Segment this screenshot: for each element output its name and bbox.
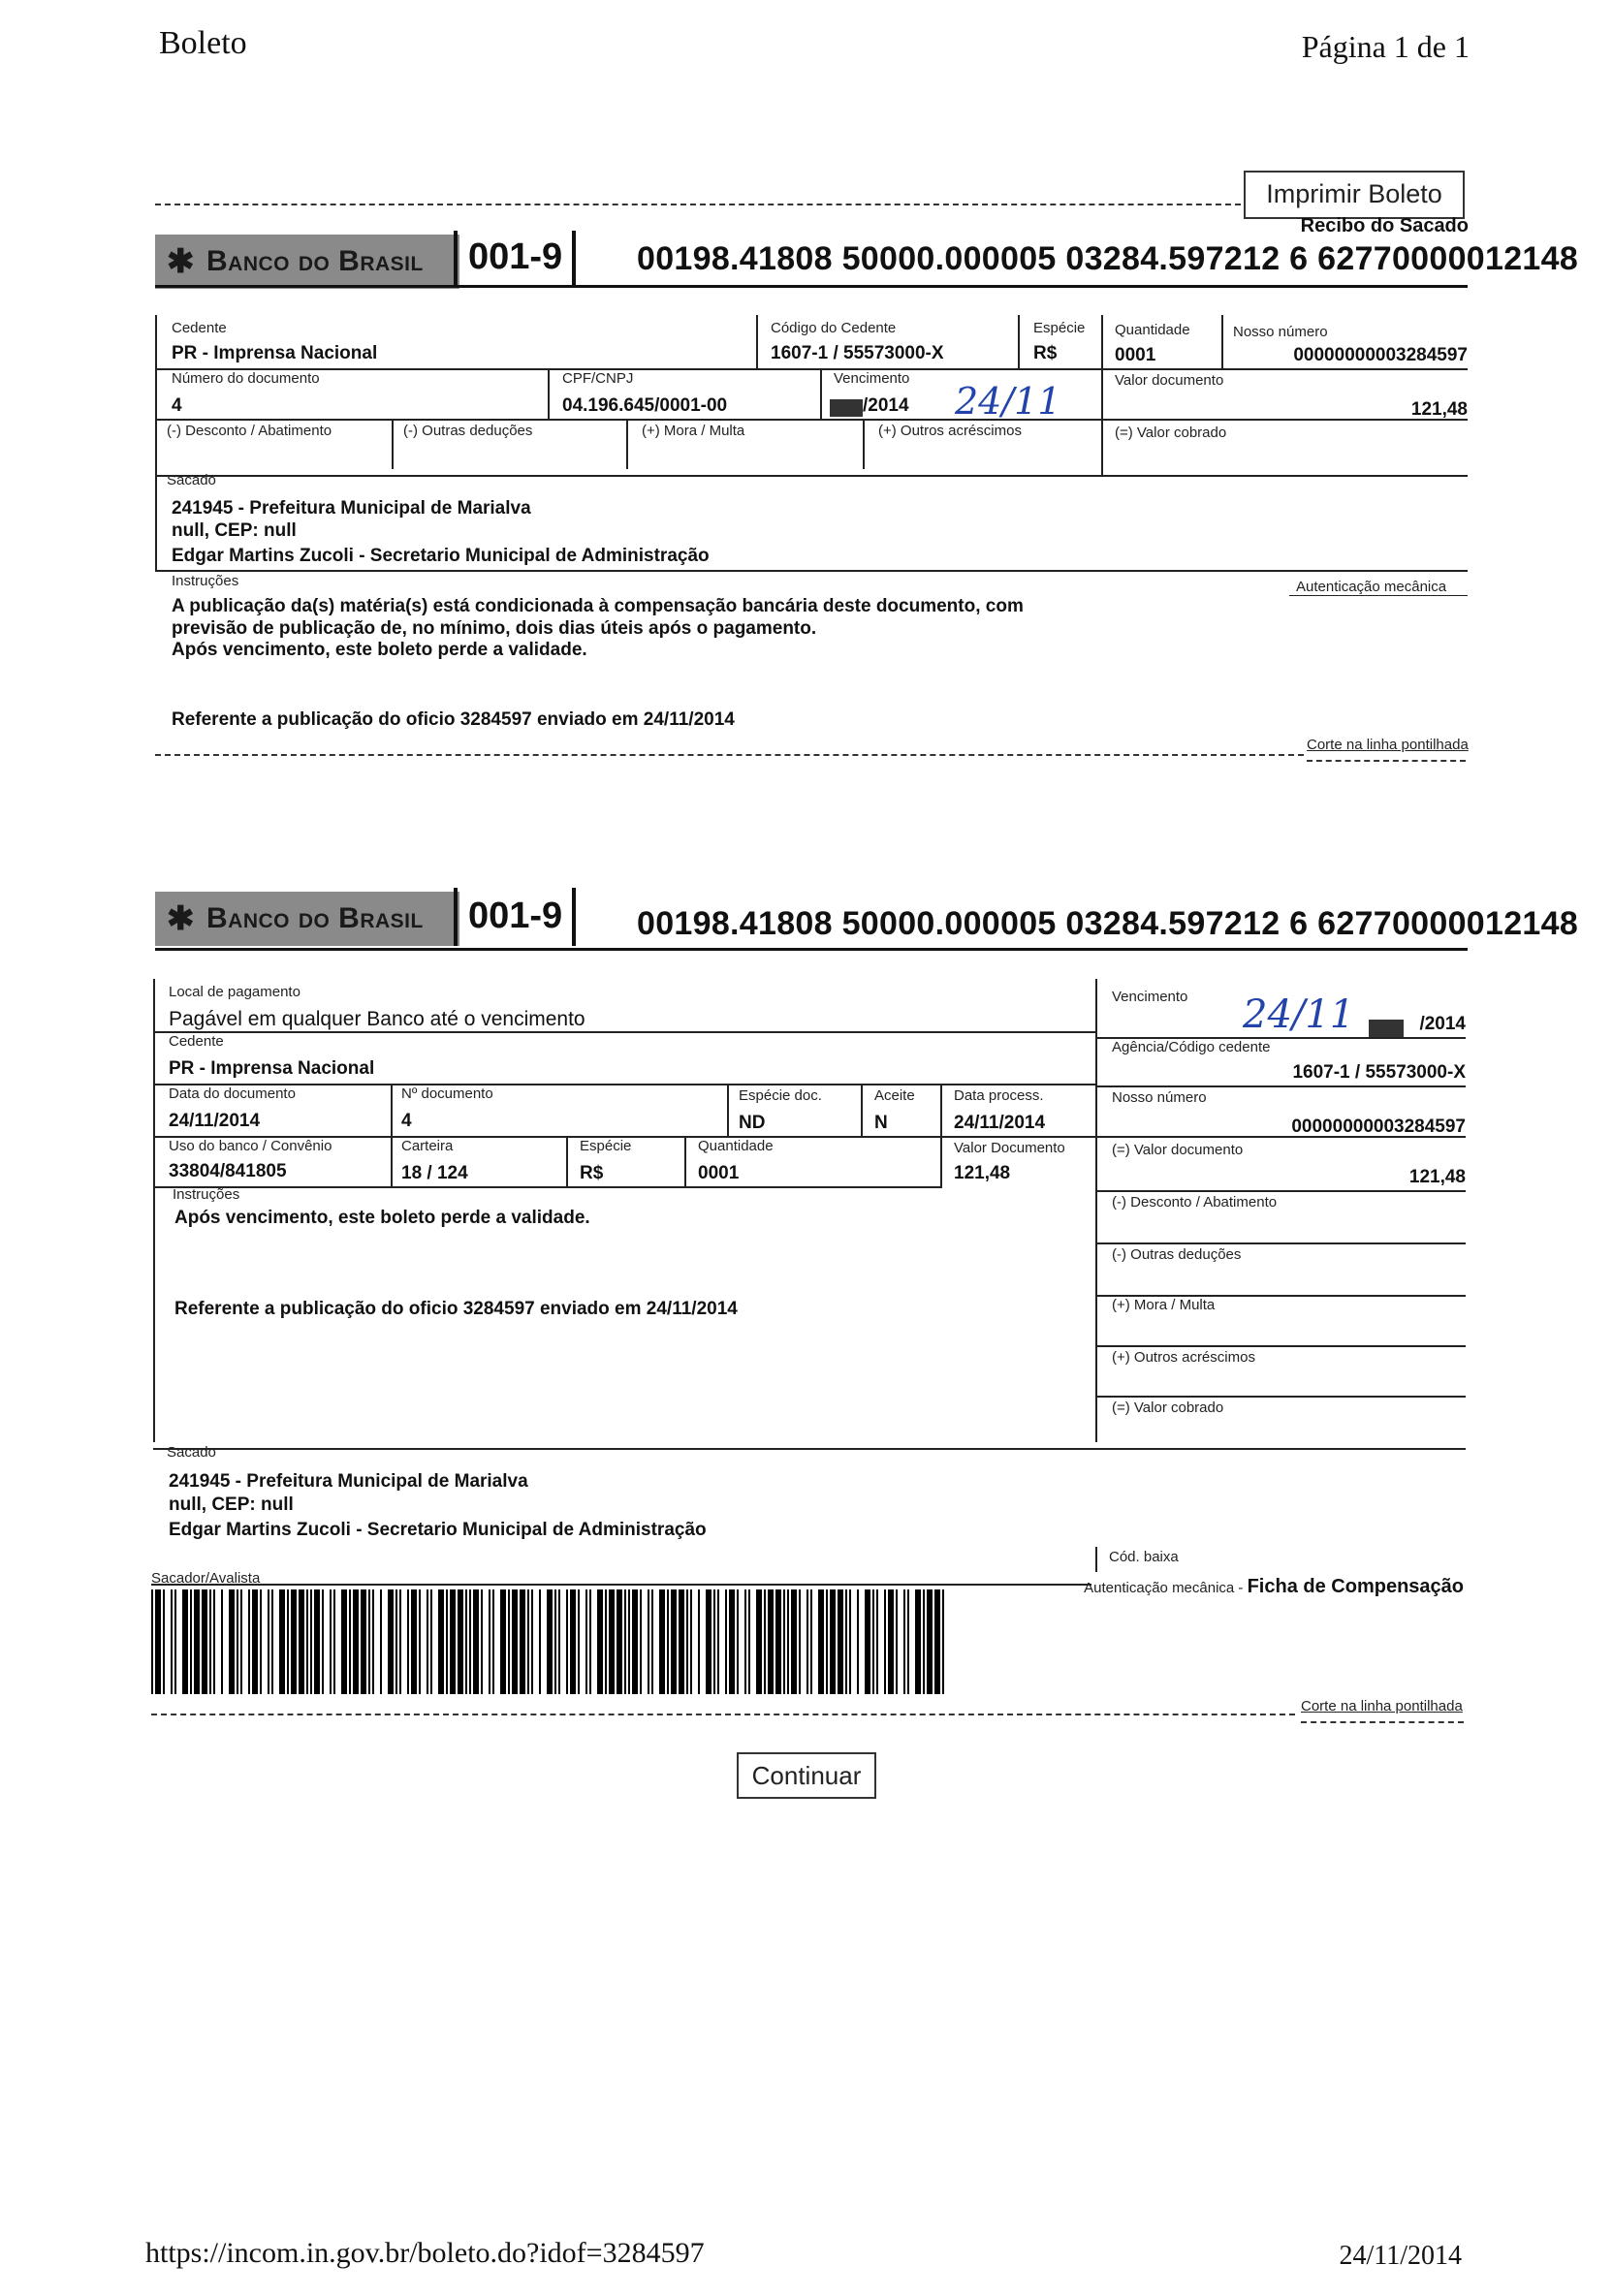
local-pagamento-value: Pagável em qualquer Banco até o vencimento: [169, 1008, 585, 1030]
grid-left-border: [153, 979, 155, 1442]
grid-divider: [940, 1084, 942, 1186]
cedente-label: Cedente: [169, 1033, 224, 1050]
codigo-cedente-label: Código do Cedente: [771, 320, 897, 336]
especie-value: R$: [580, 1163, 604, 1183]
bank-name: Banco do Brasil: [206, 902, 424, 934]
outros-acrescimos-label: (+) Outros acréscimos: [878, 423, 1022, 439]
quantidade-value: 0001: [698, 1163, 740, 1183]
grid-divider: [1221, 315, 1223, 368]
grid-row-line: [155, 570, 1468, 572]
valor-doc-label: Valor documento: [1115, 372, 1224, 389]
sacado-line: null, CEP: null: [172, 520, 297, 541]
nosso-numero-value: 00000000003284597: [1291, 1117, 1466, 1137]
bank-name: Banco do Brasil: [206, 245, 424, 277]
grid-row-line: [1095, 1345, 1466, 1347]
grid-divider: [566, 1136, 568, 1186]
grid-divider: [626, 419, 628, 469]
nosso-numero-value: 00000000003284597: [1293, 345, 1468, 365]
cedente-value: PR - Imprensa Nacional: [172, 343, 378, 363]
quantidade-label: Quantidade: [698, 1138, 774, 1154]
grid-divider: [820, 368, 822, 419]
bank-logo: [155, 235, 459, 289]
desconto-label: (-) Desconto / Abatimento: [1112, 1194, 1278, 1211]
divider: [454, 231, 458, 285]
data-process-label: Data process.: [954, 1087, 1044, 1104]
handwritten-date: 24/11: [955, 380, 1061, 423]
divider: [572, 231, 576, 285]
quantidade-label: Quantidade: [1115, 322, 1190, 338]
mora-label: (+) Mora / Multa: [642, 423, 745, 439]
cut-line: [155, 754, 1304, 756]
bank-code: 001-9: [468, 236, 563, 277]
vencimento-label: Vencimento: [834, 370, 910, 387]
grid-left-border: [155, 315, 157, 572]
cod-baixa-label: Cód. baixa: [1109, 1549, 1179, 1565]
corte-label: Corte na linha pontilhada: [1301, 1698, 1463, 1714]
page-url: https://incom.in.gov.br/boleto.do?idof=3284597: [145, 2237, 705, 2269]
especie-label: Espécie: [1033, 320, 1086, 336]
redaction-mark: [1369, 1020, 1404, 1037]
grid-divider: [863, 419, 865, 469]
grid-row-line: [155, 475, 1468, 477]
divider: [572, 888, 576, 946]
sacado-line: null, CEP: null: [169, 1494, 294, 1515]
redaction-mark: [830, 399, 863, 417]
grid-divider: [727, 1084, 729, 1136]
grid-row-line: [1095, 1190, 1466, 1192]
header-underline: [155, 285, 1468, 288]
grid-row-line: [153, 1186, 942, 1188]
sacado-label: Sacado: [167, 1444, 216, 1461]
cpf-value: 04.196.645/0001-00: [562, 395, 728, 416]
codigo-cedente-value: 1607-1 / 55573000-X: [771, 343, 944, 363]
uso-banco-value: 33804/841805: [169, 1161, 287, 1181]
sacador-line: [151, 1584, 1091, 1586]
cut-line: [1307, 760, 1466, 762]
sacado-line: 241945 - Prefeitura Municipal de Marialva: [169, 1471, 528, 1492]
autenticacao-label: Autenticação mecânica: [1296, 579, 1447, 595]
especie-doc-value: ND: [739, 1113, 766, 1133]
outras-deducoes-label: (-) Outras deduções: [1112, 1246, 1242, 1263]
grid-divider: [391, 1084, 393, 1186]
instrucao-line: A publicação da(s) matéria(s) está condicionada à compensação bancária deste documento, com: [172, 596, 1024, 616]
autenticacao-underline: [1289, 595, 1468, 596]
instrucao-line: previsão de publicação de, no mínimo, dois dias úteis após o pagamento.: [172, 618, 817, 639]
digitable-line: 00198.41808 50000.000005 03284.597212 6 62770000012148: [637, 240, 1579, 277]
valor-doc-label: Valor Documento: [954, 1140, 1065, 1156]
numero-doc-value: 4: [172, 395, 182, 416]
carteira-value: 18 / 124: [401, 1163, 468, 1183]
grid-row-line: [1095, 1242, 1466, 1244]
local-pagamento-label: Local de pagamento: [169, 984, 300, 1000]
receipt-label: Recibo do Sacado: [1300, 215, 1469, 236]
cpf-label: CPF/CNPJ: [562, 370, 634, 387]
numero-doc-label: Número do documento: [172, 370, 320, 387]
ficha-label: Ficha de Compensação: [1247, 1576, 1464, 1597]
vencimento-value: /2014: [863, 395, 909, 416]
especie-value: R$: [1033, 343, 1058, 363]
grid-row-line: [155, 368, 1468, 370]
bank-logo: [155, 892, 459, 946]
instrucoes-label: Instruções: [173, 1186, 240, 1203]
grid-divider: [684, 1136, 686, 1186]
grid-row-line: [1095, 1085, 1466, 1087]
grid-row-line: [1095, 1396, 1466, 1398]
cedente-label: Cedente: [172, 320, 227, 336]
referente-text: Referente a publicação do oficio 3284597 enviado em 24/11/2014: [174, 1299, 738, 1319]
nosso-numero-label: Nosso número: [1112, 1089, 1207, 1106]
cedente-value: PR - Imprensa Nacional: [169, 1058, 375, 1079]
mora-label: (+) Mora / Multa: [1112, 1297, 1216, 1313]
vencimento-value: /2014: [1419, 1014, 1466, 1034]
valor-doc-value: 121,48: [954, 1163, 1011, 1183]
valor-cobrado-label: (=) Valor cobrado: [1115, 425, 1227, 441]
vencimento-label: Vencimento: [1112, 989, 1188, 1005]
bank-code: 001-9: [468, 896, 563, 936]
top-dashed-line: [155, 204, 1241, 205]
n-doc-label: Nº documento: [401, 1085, 493, 1102]
grid-row-line: [1101, 419, 1468, 421]
divider: [454, 888, 458, 946]
outras-deducoes-label: (-) Outras deduções: [403, 423, 533, 439]
ficha-compensacao: [1084, 1576, 1464, 1598]
especie-doc-label: Espécie doc.: [739, 1087, 822, 1104]
valor-doc-right-label: (=) Valor documento: [1112, 1142, 1244, 1158]
agencia-label: Agência/Código cedente: [1112, 1039, 1271, 1055]
desconto-label: (-) Desconto / Abatimento: [167, 423, 332, 439]
page-date: 24/11/2014: [1339, 2241, 1462, 2271]
valor-cobrado-label: (=) Valor cobrado: [1112, 1400, 1224, 1416]
grid-row-line: [153, 1448, 1466, 1450]
sacado-line: Edgar Martins Zucoli - Secretario Municipal de Administração: [169, 1520, 707, 1540]
grid-divider: [548, 368, 550, 419]
grid-right-column-border: [1095, 979, 1097, 1442]
data-doc-value: 24/11/2014: [169, 1111, 261, 1131]
quantidade-value: 0001: [1115, 345, 1156, 365]
grid-row-line: [153, 1031, 1095, 1033]
digitable-line: 00198.41808 50000.000005 03284.597212 6 62770000012148: [637, 905, 1579, 942]
cut-line: [151, 1714, 1295, 1715]
grid-row-line: [155, 419, 1101, 421]
sacado-line: 241945 - Prefeitura Municipal de Marialva: [172, 498, 531, 519]
grid-divider: [1018, 315, 1020, 368]
sacado-label: Sacado: [167, 472, 216, 488]
n-doc-value: 4: [401, 1111, 412, 1131]
header-underline: [155, 948, 1468, 951]
sacado-line: Edgar Martins Zucoli - Secretario Municipal de Administração: [172, 546, 710, 566]
corte-label: Corte na linha pontilhada: [1307, 737, 1469, 753]
bank-logo-icon: ✱: [167, 900, 195, 937]
referente-text: Referente a publicação do oficio 3284597 enviado em 24/11/2014: [172, 709, 735, 730]
grid-row-line: [1095, 1136, 1466, 1138]
cut-line: [1301, 1721, 1464, 1723]
grid-divider: [861, 1084, 863, 1136]
outros-acrescimos-label: (+) Outros acréscimos: [1112, 1349, 1255, 1366]
aceite-value: N: [874, 1113, 888, 1133]
autenticacao-label: Autenticação mecânica -: [1084, 1580, 1248, 1596]
page-number: Página 1 de 1: [1301, 29, 1470, 64]
nosso-numero-label: Nosso número: [1233, 324, 1328, 340]
valor-doc-right-value: 121,48: [1408, 1167, 1466, 1187]
grid-divider: [1101, 315, 1103, 475]
aceite-label: Aceite: [874, 1087, 915, 1104]
especie-label: Espécie: [580, 1138, 632, 1154]
instrucao-text: Após vencimento, este boleto perde a validade.: [174, 1208, 590, 1228]
bank-logo-icon: ✱: [167, 243, 195, 280]
page-header-title: Boleto: [159, 25, 247, 61]
print-button[interactable]: Imprimir Boleto: [1244, 171, 1465, 219]
grid-divider: [1095, 1547, 1097, 1572]
sacador-label: Sacador/Avalista: [151, 1570, 261, 1587]
continue-button[interactable]: Continuar: [737, 1752, 876, 1799]
agencia-value: 1607-1 / 55573000-X: [1292, 1062, 1466, 1083]
carteira-label: Carteira: [401, 1138, 454, 1154]
data-process-value: 24/11/2014: [954, 1113, 1046, 1133]
valor-doc-value: 121,48: [1410, 399, 1468, 420]
handwritten-date: 24/11: [1243, 992, 1355, 1037]
instrucoes-label: Instruções: [172, 573, 239, 589]
grid-divider: [392, 419, 394, 469]
barcode: [151, 1589, 950, 1694]
uso-banco-label: Uso do banco / Convênio: [169, 1138, 332, 1154]
grid-divider: [756, 315, 758, 368]
data-doc-label: Data do documento: [169, 1085, 296, 1102]
instrucao-line: Após vencimento, este boleto perde a validade.: [172, 640, 587, 660]
